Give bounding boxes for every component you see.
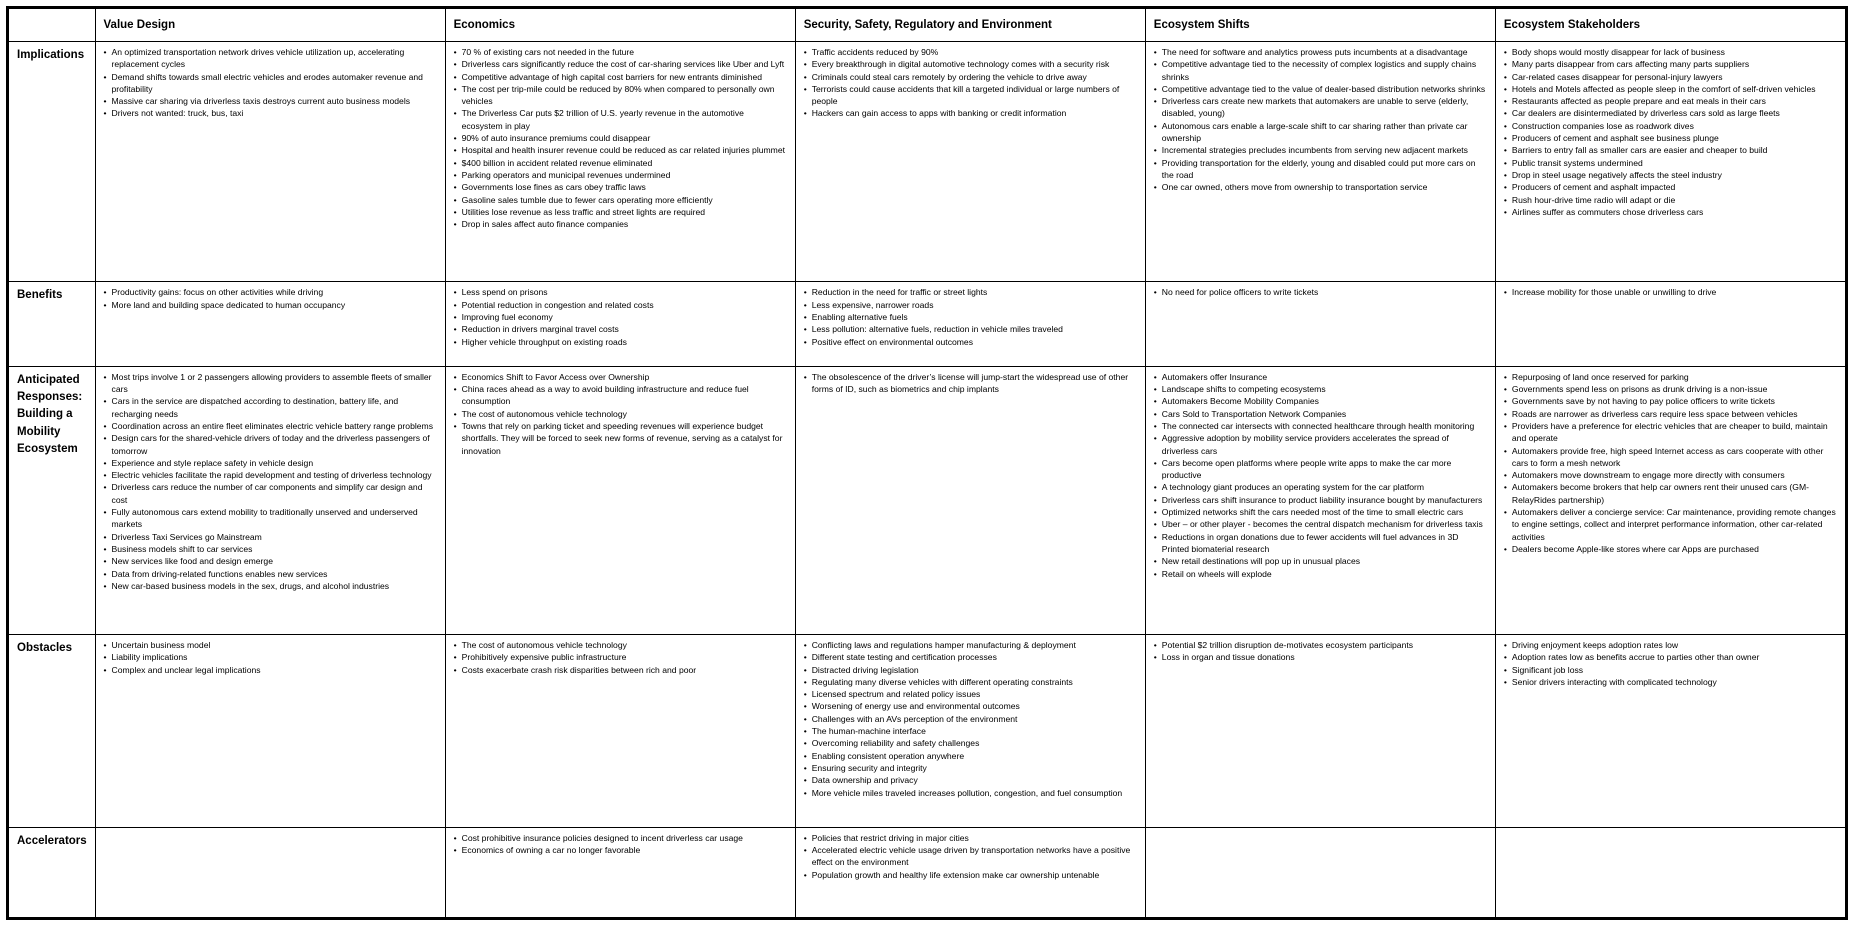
bullet-item: • Traffic accidents reduced by 90% [804,46,1137,58]
header-corner-cell [9,9,96,42]
bullet-list [1154,371,1487,580]
cell-benefits-ecosystem-stakeholders [1495,282,1845,366]
bullet-item: • Incremental strategies precludes incumbents from serving new adjacent markets [1154,144,1487,156]
bullet-list [104,371,437,592]
bullet-item: • Liability implications [104,651,437,663]
bullet-item: • Roads are narrower as driverless cars require less space between vehicles [1504,408,1837,420]
bullet-list [1504,46,1837,218]
bullet-item: • Coordination across an entire fleet eliminates electric vehicle battery range problems [104,420,437,432]
bullet-item: • Worsening of energy use and environmental outcomes [804,700,1137,712]
bullet-item: • Enabling consistent operation anywhere [804,750,1137,762]
bullet-item: • China races ahead as a way to avoid building infrastructure and reduce fuel consumption [454,383,787,408]
matrix-frame [6,6,1848,920]
bullet-item: • Driverless Taxi Services go Mainstream [104,531,437,543]
bullet-item: • Massive car sharing via driverless taxis destroys current auto business models [104,95,437,107]
bullet-list [454,639,787,676]
bullet-item: • Adoption rates low as benefits accrue to parties other than owner [1504,651,1837,663]
bullet-list [804,286,1137,347]
cell-accelerators-ecosystem-shifts [1145,827,1495,917]
bullet-item: • Airlines suffer as commuters chose driverless cars [1504,206,1837,218]
bullet-list [1504,639,1837,688]
bullet-item: • Every breakthrough in digital automotive technology comes with a security risk [804,58,1137,70]
bullet-item: • Demand shifts towards small electric vehicles and erodes automaker revenue and profitability [104,71,437,96]
bullet-item: • Design cars for the shared-vehicle drivers of today and the driverless passengers of tomorrow [104,432,437,457]
bullet-item: • Conflicting laws and regulations hamper manufacturing & deployment [804,639,1137,651]
bullet-item: • Driving enjoyment keeps adoption rates low [1504,639,1837,651]
bullet-item: • Construction companies lose as roadwork dives [1504,120,1837,132]
bullet-item: • An optimized transportation network drives vehicle utilization up, accelerating replacement cycles [104,46,437,71]
column-header-security-safety-regulatory-and-environment: Security, Safety, Regulatory and Environment [795,9,1145,42]
bullet-item: • Many parts disappear from cars affecting many parts suppliers [1504,58,1837,70]
bullet-list [454,371,787,457]
row-label-accelerators: Accelerators [9,827,96,917]
bullet-item: • Licensed spectrum and related policy issues [804,688,1137,700]
bullet-item: • Population growth and healthy life extension make car ownership untenable [804,869,1137,881]
bullet-item: • Automakers provide free, high speed Internet access as cars cooperate with other cars to form a mesh network [1504,445,1837,470]
bullet-item: • Governments lose fines as cars obey traffic laws [454,181,787,193]
bullet-item: • Rush hour-drive time radio will adapt or die [1504,194,1837,206]
bullet-list [804,639,1137,799]
bullet-item: • Different state testing and certification processes [804,651,1137,663]
bullet-item: • Utilities lose revenue as less traffic and street lights are required [454,206,787,218]
bullet-item: • The obsolescence of the driver’s license will jump-start the widespread use of other forms of ID, such as biometrics and chip implants [804,371,1137,396]
column-header-ecosystem-shifts: Ecosystem Shifts [1145,9,1495,42]
bullet-item: • Automakers offer Insurance [1154,371,1487,383]
column-header-economics: Economics [445,9,795,42]
bullet-item: • Experience and style replace safety in vehicle design [104,457,437,469]
row-benefits [9,282,1846,366]
driverless-car-impact-matrix [8,8,1846,918]
bullet-item: • Car dealers are disintermediated by driverless cars sold as large fleets [1504,107,1837,119]
table-body [9,42,1846,918]
bullet-item: • Providers have a preference for electric vehicles that are cheaper to build, maintain and operate [1504,420,1837,445]
bullet-list [804,371,1137,396]
row-implications [9,42,1846,282]
bullet-item: • 70 % of existing cars not needed in the future [454,46,787,58]
bullet-item: • The cost per trip-mile could be reduced by 80% when compared to personally own vehicles [454,83,787,108]
bullet-list [454,46,787,230]
cell-obstacles-security-safety-regulatory-and-environment [795,634,1145,827]
bullet-item: • Loss in organ and tissue donations [1154,651,1487,663]
row-accelerators [9,827,1846,917]
bullet-item: • Barriers to entry fall as smaller cars are easier and cheaper to build [1504,144,1837,156]
bullet-item: • Hackers can gain access to apps with banking or credit information [804,107,1137,119]
bullet-item: • Economics Shift to Favor Access over Ownership [454,371,787,383]
bullet-item: • Towns that rely on parking ticket and speeding revenues will experience budget shortfalls. They will be forced to seek new forms of revenue, serving as a catalyst for innovation [454,420,787,457]
bullet-item: • Senior drivers interacting with complicated technology [1504,676,1837,688]
row-obstacles [9,634,1846,827]
bullet-item: • Aggressive adoption by mobility service providers accelerates the spread of driverless cars [1154,432,1487,457]
bullet-list [454,832,787,857]
bullet-item: • Enabling alternative fuels [804,311,1137,323]
bullet-item: • Data ownership and privacy [804,774,1137,786]
bullet-item: • Drivers not wanted: truck, bus, taxi [104,107,437,119]
bullet-item: • Increase mobility for those unable or unwilling to drive [1504,286,1837,298]
bullet-item: • Cost prohibitive insurance policies designed to incent driverless car usage [454,832,787,844]
bullet-item: • Autonomous cars enable a large-scale shift to car sharing rather than private car ownership [1154,120,1487,145]
bullet-item: • Driverless cars create new markets that automakers are unable to serve (elderly, disabled, young) [1154,95,1487,120]
bullet-item: • Repurposing of land once reserved for parking [1504,371,1837,383]
bullet-item: • New services like food and design emerge [104,555,437,567]
bullet-item: • Productivity gains: focus on other activities while driving [104,286,437,298]
bullet-item: • Electric vehicles facilitate the rapid development and testing of driverless technology [104,469,437,481]
cell-anticipated-responses-building-a-mobility-ecosystem-security-safety-regulatory-and-environment [795,366,1145,634]
bullet-item: • Distracted driving legislation [804,664,1137,676]
bullet-list [1154,639,1487,664]
bullet-item: • Fully autonomous cars extend mobility to traditionally unserved and underserved markets [104,506,437,531]
bullet-item: • Business models shift to car services [104,543,437,555]
cell-obstacles-value-design [95,634,445,827]
row-label-obstacles: Obstacles [9,634,96,827]
row-anticipated-responses-building-a-mobility-ecosystem [9,366,1846,634]
cell-anticipated-responses-building-a-mobility-ecosystem-ecosystem-shifts [1145,366,1495,634]
bullet-item: • Cars become open platforms where people write apps to make the car more productive [1154,457,1487,482]
bullet-item: • Automakers become brokers that help car owners rent their unused cars (GM-RelayRides partnership) [1504,481,1837,506]
bullet-item: • A technology giant produces an operating system for the car platform [1154,481,1487,493]
bullet-item: • Competitive advantage tied to the necessity of complex logistics and supply chains shrinks [1154,58,1487,83]
bullet-item: • Less expensive, narrower roads [804,299,1137,311]
cell-anticipated-responses-building-a-mobility-ecosystem-economics [445,366,795,634]
bullet-item: • Less spend on prisons [454,286,787,298]
bullet-item: • Less pollution: alternative fuels, reduction in vehicle miles traveled [804,323,1137,335]
column-header-ecosystem-stakeholders: Ecosystem Stakeholders [1495,9,1845,42]
bullet-item: • Optimized networks shift the cars needed most of the time to small electric cars [1154,506,1487,518]
bullet-item: • Accelerated electric vehicle usage driven by transportation networks have a positive effect on the environment [804,844,1137,869]
bullet-item: • Retail on wheels will explode [1154,568,1487,580]
bullet-item: • Improving fuel economy [454,311,787,323]
bullet-item: • The connected car intersects with connected healthcare through health monitoring [1154,420,1487,432]
column-header-value-design: Value Design [95,9,445,42]
bullet-item: • Data from driving-related functions enables new services [104,568,437,580]
bullet-item: • New car-based business models in the sex, drugs, and alcohol industries [104,580,437,592]
cell-accelerators-security-safety-regulatory-and-environment [795,827,1145,917]
bullet-item: • Reduction in drivers marginal travel costs [454,323,787,335]
bullet-item: • Economics of owning a car no longer favorable [454,844,787,856]
bullet-list [1154,46,1487,194]
cell-accelerators-economics [445,827,795,917]
bullet-item: • $400 billion in accident related revenue eliminated [454,157,787,169]
bullet-item: • Costs exacerbate crash risk disparities between rich and poor [454,664,787,676]
bullet-item: • Driverless cars significantly reduce the cost of car-sharing services like Uber and Lyft [454,58,787,70]
bullet-item: • Providing transportation for the elderly, young and disabled could put more cars on the road [1154,157,1487,182]
bullet-item: • One car owned, others move from ownership to transportation service [1154,181,1487,193]
bullet-item: • Governments spend less on prisons as drunk driving is a non-issue [1504,383,1837,395]
bullet-list [454,286,787,347]
cell-benefits-ecosystem-shifts [1145,282,1495,366]
bullet-item: • The human-machine interface [804,725,1137,737]
cell-benefits-security-safety-regulatory-and-environment [795,282,1145,366]
bullet-item: • Automakers Become Mobility Companies [1154,395,1487,407]
bullet-item: • Reductions in organ donations due to fewer accidents will fuel advances in 3D Printed biomaterial research [1154,531,1487,556]
bullet-item: • Driverless cars shift insurance to product liability insurance bought by manufacturers [1154,494,1487,506]
bullet-item: • Complex and unclear legal implications [104,664,437,676]
bullet-item: • Cars in the service are dispatched according to destination, battery life, and recharging needs [104,395,437,420]
bullet-item: • Policies that restrict driving in major cities [804,832,1137,844]
bullet-list [1154,286,1487,298]
cell-implications-value-design [95,42,445,282]
bullet-list [1504,286,1837,298]
bullet-item: • Cars Sold to Transportation Network Companies [1154,408,1487,420]
bullet-item: • No need for police officers to write tickets [1154,286,1487,298]
bullet-item: • Drop in steel usage negatively affects the steel industry [1504,169,1837,181]
bullet-item: • Terrorists could cause accidents that kill a targeted individual or large numbers of people [804,83,1137,108]
bullet-item: • Uncertain business model [104,639,437,651]
bullet-item: • Producers of cement and asphalt see business plunge [1504,132,1837,144]
cell-implications-economics [445,42,795,282]
bullet-item: • Producers of cement and asphalt impacted [1504,181,1837,193]
bullet-list [104,46,437,120]
bullet-list [1504,371,1837,555]
bullet-item: • Parking operators and municipal revenues undermined [454,169,787,181]
bullet-item: • Automakers deliver a concierge service: Car maintenance, providing remote changes to engine settings, collect and interpret performance information, other car-related activities [1504,506,1837,543]
row-label-benefits: Benefits [9,282,96,366]
bullet-item: • Ensuring security and integrity [804,762,1137,774]
bullet-item: • The need for software and analytics prowess puts incumbents at a disadvantage [1154,46,1487,58]
header-row [9,9,1846,42]
cell-accelerators-value-design [95,827,445,917]
bullet-item: • 90% of auto insurance premiums could disappear [454,132,787,144]
bullet-item: • Body shops would mostly disappear for lack of business [1504,46,1837,58]
cell-benefits-economics [445,282,795,366]
bullet-item: • Driverless cars reduce the number of car components and simplify car design and cost [104,481,437,506]
bullet-item: • Hotels and Motels affected as people sleep in the comfort of self-driven vehicles [1504,83,1837,95]
bullet-item: • Competitive advantage of high capital cost barriers for new entrants diminished [454,71,787,83]
bullet-item: • Competitive advantage tied to the value of dealer-based distribution networks shrinks [1154,83,1487,95]
bullet-item: • Positive effect on environmental outcomes [804,336,1137,348]
bullet-item: • Most trips involve 1 or 2 passengers allowing providers to assemble fleets of smaller cars [104,371,437,396]
cell-obstacles-ecosystem-stakeholders [1495,634,1845,827]
bullet-list [104,639,437,676]
bullet-item: • The cost of autonomous vehicle technology [454,408,787,420]
bullet-item: • Automakers move downstream to engage more directly with consumers [1504,469,1837,481]
bullet-list [804,832,1137,881]
cell-implications-security-safety-regulatory-and-environment [795,42,1145,282]
bullet-item: • Dealers become Apple-like stores where car Apps are purchased [1504,543,1837,555]
bullet-item: • Challenges with an AVs perception of the environment [804,713,1137,725]
bullet-item: • Significant job loss [1504,664,1837,676]
bullet-item: • Potential $2 trillion disruption de-motivates ecosystem participants [1154,639,1487,651]
bullet-item: • Uber – or other player - becomes the central dispatch mechanism for driverless taxis [1154,518,1487,530]
bullet-item: • Landscape shifts to competing ecosystems [1154,383,1487,395]
row-label-anticipated-responses-building-a-mobility-ecosystem: Anticipated Responses: Building a Mobility Ecosystem [9,366,96,634]
bullet-item: • Criminals could steal cars remotely by ordering the vehicle to drive away [804,71,1137,83]
bullet-item: • Potential reduction in congestion and related costs [454,299,787,311]
bullet-item: • Governments save by not having to pay police officers to write tickets [1504,395,1837,407]
cell-accelerators-ecosystem-stakeholders [1495,827,1845,917]
cell-implications-ecosystem-stakeholders [1495,42,1845,282]
bullet-item: • Higher vehicle throughput on existing roads [454,336,787,348]
bullet-item: • The cost of autonomous vehicle technology [454,639,787,651]
bullet-item: • Car-related cases disappear for personal-injury lawyers [1504,71,1837,83]
bullet-item: • Prohibitively expensive public infrastructure [454,651,787,663]
bullet-list [104,286,437,311]
cell-anticipated-responses-building-a-mobility-ecosystem-ecosystem-stakeholders [1495,366,1845,634]
bullet-item: • More vehicle miles traveled increases pollution, congestion, and fuel consumption [804,787,1137,799]
row-label-implications: Implications [9,42,96,282]
cell-implications-ecosystem-shifts [1145,42,1495,282]
bullet-item: • New retail destinations will pop up in unusual places [1154,555,1487,567]
bullet-item: • Public transit systems undermined [1504,157,1837,169]
bullet-item: • Reduction in the need for traffic or street lights [804,286,1137,298]
cell-obstacles-economics [445,634,795,827]
bullet-list [804,46,1137,120]
cell-obstacles-ecosystem-shifts [1145,634,1495,827]
bullet-item: • Hospital and health insurer revenue could be reduced as car related injuries plummet [454,144,787,156]
bullet-item: • More land and building space dedicated to human occupancy [104,299,437,311]
cell-anticipated-responses-building-a-mobility-ecosystem-value-design [95,366,445,634]
bullet-item: • The Driverless Car puts $2 trillion of U.S. yearly revenue in the automotive ecosystem in play [454,107,787,132]
bullet-item: • Gasoline sales tumble due to fewer cars operating more efficiently [454,194,787,206]
bullet-item: • Drop in sales affect auto finance companies [454,218,787,230]
bullet-item: • Regulating many diverse vehicles with different operating constraints [804,676,1137,688]
bullet-item: • Restaurants affected as people prepare and eat meals in their cars [1504,95,1837,107]
bullet-item: • Overcoming reliability and safety challenges [804,737,1137,749]
cell-benefits-value-design [95,282,445,366]
